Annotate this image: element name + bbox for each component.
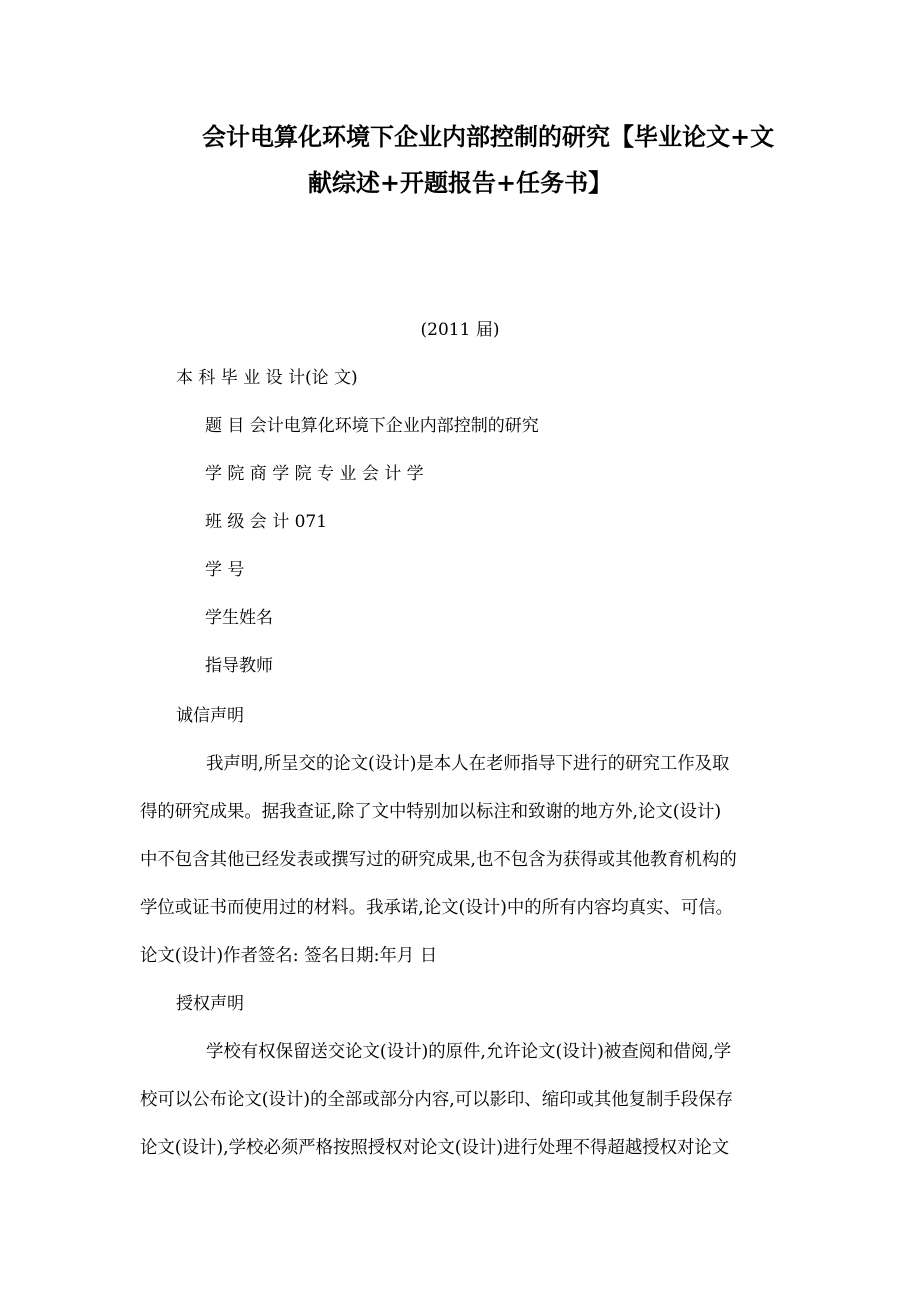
integrity-text-line: 中不包含其他已经发表或撰写过的研究成果,也不包含为获得或其他教育机构的 <box>140 850 737 870</box>
authorization-text-line: 校可以公布论文(设计)的全部或部分内容,可以影印、缩印或其他复制手段保存 <box>140 1090 733 1110</box>
authorization-text-line: 学校有权保留送交论文(设计)的原件,允许论文(设计)被查阅和借阅,学 <box>206 1042 732 1062</box>
integrity-text-line: 得的研究成果。据我查证,除了文中特别加以标注和致谢的地方外,论文(设计) <box>140 802 722 822</box>
student-id-label: 学 号 <box>205 560 245 580</box>
advisor-label: 指导教师 <box>205 656 273 676</box>
degree-type: 本 科 毕 业 设 计(论 文) <box>176 368 358 388</box>
integrity-text-line: 学位或证书而使用过的材料。我承诺,论文(设计)中的所有内容均真实、可信。 <box>140 898 733 918</box>
class-info: 班 级 会 计 071 <box>205 512 328 532</box>
integrity-signature-line: 论文(设计)作者签名: 签名日期:年月 日 <box>140 946 438 966</box>
student-name-label: 学生姓名 <box>205 608 273 628</box>
college-and-major: 学 院 商 学 院 专 业 会 计 学 <box>205 464 424 484</box>
authorization-heading: 授权声明 <box>176 994 244 1014</box>
graduation-year: (2011 届) <box>420 320 500 340</box>
integrity-heading: 诚信声明 <box>176 706 244 726</box>
thesis-topic: 题 目 会计电算化环境下企业内部控制的研究 <box>205 416 539 436</box>
document-title-line-1: 会计电算化环境下企业内部控制的研究【毕业论文+文 <box>202 122 775 151</box>
document-title-line-2: 献综述+开题报告+任务书】 <box>307 168 613 197</box>
integrity-text-line: 我声明,所呈交的论文(设计)是本人在老师指导下进行的研究工作及取 <box>206 754 730 774</box>
authorization-text-line: 论文(设计),学校必须严格按照授权对论文(设计)进行处理不得超越授权对论文 <box>140 1138 730 1158</box>
